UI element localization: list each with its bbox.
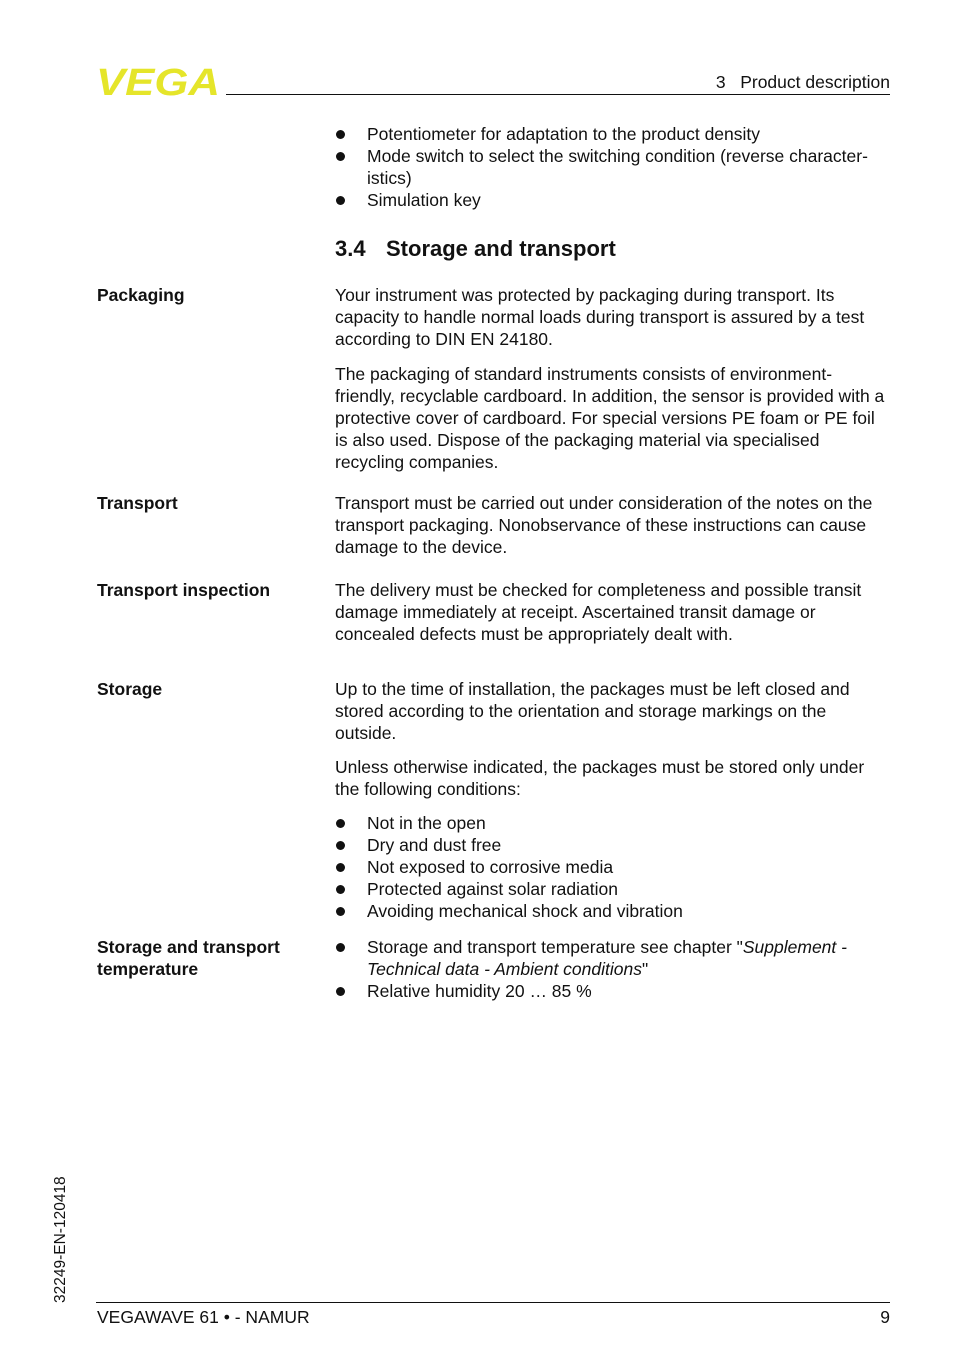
list-item: Relative humidity 20 … 85 %: [335, 980, 891, 1002]
list-item: Mode switch to select the switching condition (reverse character-istics): [335, 145, 891, 189]
intro-bullet-list: [335, 123, 891, 211]
bullet-icon: [336, 885, 345, 894]
section-heading: [335, 236, 616, 262]
vega-logo: [96, 64, 220, 98]
document-code: 32249-EN-120418: [52, 1176, 69, 1303]
transport-inspection-label: Transport inspection: [97, 580, 271, 600]
bullet-icon: [336, 152, 345, 161]
transport-label: Transport: [97, 493, 178, 513]
list-item: Storage and transport temperature see chapter "Supplement - Technical data - Ambient conditions": [335, 936, 891, 980]
storage-label: Storage: [97, 679, 163, 699]
bullet-icon: [336, 196, 345, 205]
bullet-icon: [336, 943, 345, 952]
storage-temperature-label: Storage and transport temperature: [97, 937, 280, 979]
storage-paragraph-1: Up to the time of installation, the packages must be left closed and stored according to the orientation and storage markings on the outside.: [335, 679, 850, 743]
storage-paragraph-2: Unless otherwise indicated, the packages must be stored only under the following conditions:: [335, 757, 865, 799]
bullet-icon: [336, 863, 345, 872]
bullet-icon: [336, 819, 345, 828]
bullet-icon: [336, 130, 345, 139]
header-section-title: 3 Product description: [715, 72, 890, 92]
list-item: Not in the open: [335, 812, 891, 834]
packaging-paragraph-2: The packaging of standard instruments consists of environment-friendly, recyclable cardboard. In addition, the sensor is provided with a protective cover of cardboard. For special versions PE foam or PE foil is also used. Dispose of the packaging material via specialised recycling companies.: [335, 364, 885, 472]
section-title: Storage and transport: [386, 236, 616, 261]
footer-rule: [96, 1302, 890, 1303]
packaging-label: Packaging: [97, 285, 185, 305]
chapter-reference: Supplement - Technical data - Ambient conditions: [367, 937, 847, 979]
page-number: 9: [880, 1307, 890, 1327]
transport-paragraph: Transport must be carried out under consideration of the notes on the transport packaging. Nonobservance of these instructions can cause damage to the device.: [335, 493, 873, 557]
list-item: Simulation key: [335, 189, 891, 211]
header-rule: [226, 94, 890, 95]
bullet-icon: [336, 907, 345, 916]
transport-inspection-paragraph: The delivery must be checked for completeness and possible transit damage immediately at receipt. Ascertained transit damage or concealed defects must be appropriately dealt with.: [335, 580, 862, 644]
list-item: Not exposed to corrosive media: [335, 856, 891, 878]
list-item: Dry and dust free: [335, 834, 891, 856]
packaging-paragraph-1: Your instrument was protected by packaging during transport. Its capacity to handle normal loads during transport is assured by a test according to DIN EN 24180.: [335, 285, 865, 349]
bullet-icon: [336, 987, 345, 996]
storage-temperature-list: [335, 936, 891, 1002]
list-item: Avoiding mechanical shock and vibration: [335, 900, 891, 922]
footer-product-name: VEGAWAVE 61 • - NAMUR: [97, 1307, 310, 1327]
vega-logo-text: VEGA: [96, 64, 220, 98]
section-number: 3.4: [335, 236, 366, 261]
bullet-icon: [336, 841, 345, 850]
list-item: Protected against solar radiation: [335, 878, 891, 900]
list-item: Potentiometer for adaptation to the product density: [335, 123, 891, 145]
storage-conditions-list: [335, 812, 891, 922]
